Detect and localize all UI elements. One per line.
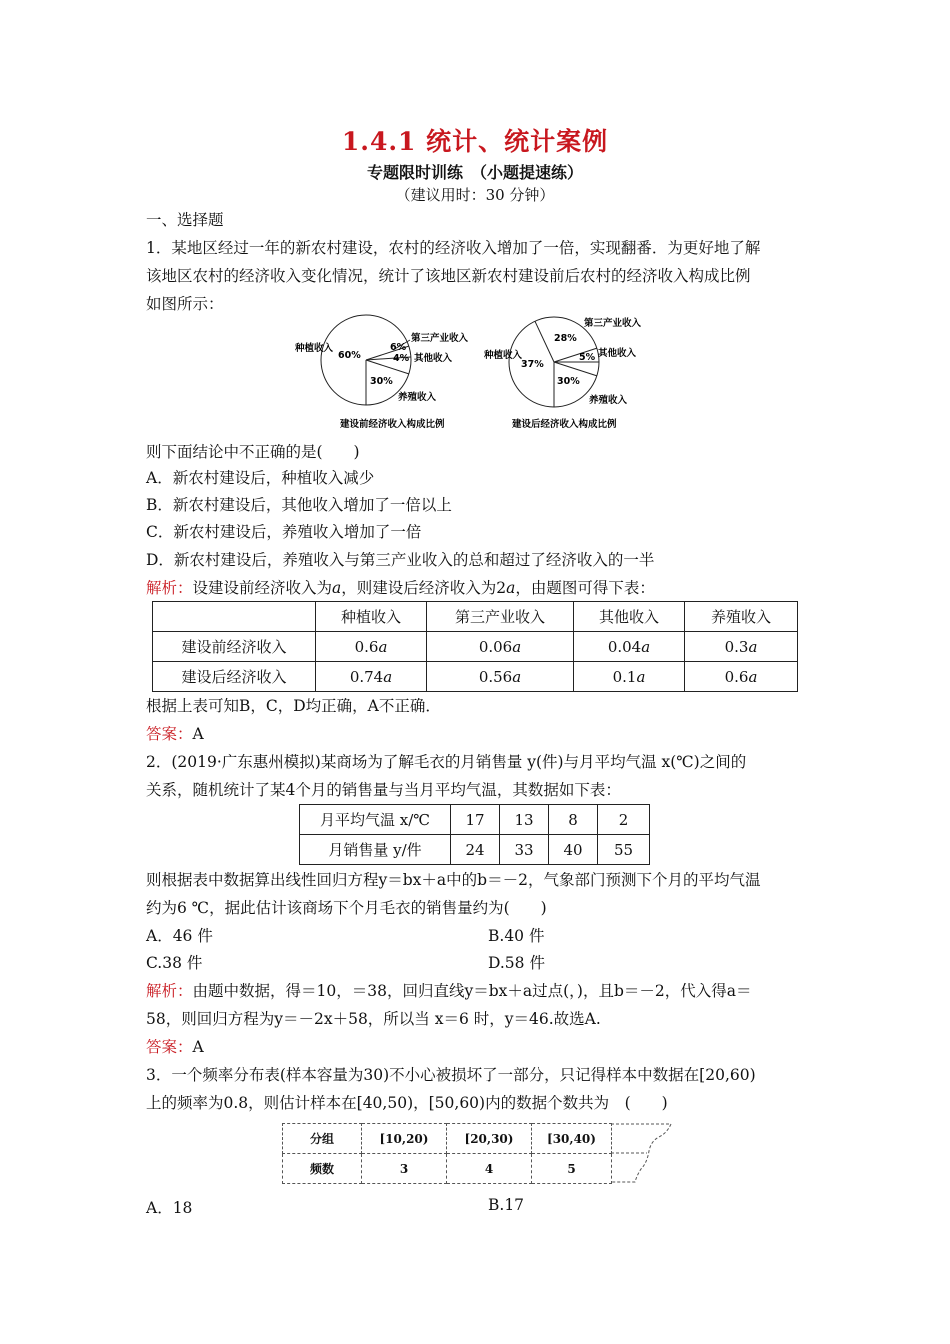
q1-line-3: 如图所示： — [146, 295, 224, 313]
q2-line-2: 关系，随机统计了某4个月的销售量与当月平均气温，其数据如下表： — [146, 781, 621, 799]
table-row: 建设后经济收入 0.74a 0.56a 0.1a 0.6a — [153, 662, 798, 692]
q1-line-2: 该地区农村的经济收入变化情况，统计了该地区新农村建设前后农村的经济收入构成比例 — [146, 267, 751, 285]
page-title: 1.4.1 统计、统计案例 — [341, 127, 609, 156]
pie-after-breeding-label: 养殖收入 — [589, 395, 628, 406]
q3-damaged-table — [282, 1123, 674, 1183]
q2-option-d: D.58 件 — [488, 954, 545, 972]
pie-after-tertiary-label: 第三产业收入 — [584, 318, 642, 329]
q2-line-3: 则根据表中数据算出线性回归方程y＝bx＋a中的b＝－2，气象部门预测下个月的平均气温 — [146, 871, 761, 889]
q1-analysis-label: 解析： — [146, 579, 193, 597]
q2-data-table — [299, 804, 650, 865]
pie-after-breeding-pct: 30% — [557, 376, 580, 387]
table-row: 分组 [10,20) [20,30) [30,40) — [283, 1124, 612, 1154]
q2-line-4: 约为6 ℃，据此估计该商场下个月毛衣的销售量约为( ) — [146, 899, 547, 917]
pie-after-tertiary-pct: 28% — [554, 333, 577, 344]
pie-before-breeding-label: 养殖收入 — [398, 392, 437, 403]
q2-analysis-line-1: 解析：由题中数据，得＝10，＝38，回归直线y＝bx＋a过点(，)，且b＝－2，代入得a＝ — [146, 982, 752, 1000]
pie-before-caption: 建设前经济收入构成比例 — [340, 419, 445, 430]
q2-analysis-line-2: 58，则回归方程为y＝－2x＋58，所以当 x＝6 时，y＝46.故选A. — [146, 1010, 601, 1028]
q2-option-c: C.38 件 — [146, 954, 203, 972]
pie-charts-figure — [290, 310, 670, 434]
q1-option-d: D．新农村建设后，养殖收入与第三产业收入的总和超过了经济收入的一半 — [146, 551, 655, 569]
pie-before-tertiary-label: 第三产业收入 — [411, 333, 469, 344]
table-row: 月销售量 y/件 24 33 40 55 — [300, 835, 650, 865]
q2-answer: 答案：A — [146, 1038, 204, 1056]
pie-after-planting-pct: 37% — [521, 359, 544, 370]
pie-before-planting-pct: 60% — [338, 350, 361, 361]
q3-option-a: A．18 — [146, 1199, 193, 1217]
table-row: 建设前经济收入 0.6a 0.06a 0.04a 0.3a — [153, 632, 798, 662]
q1-option-a: A．新农村建设后，种植收入减少 — [146, 469, 375, 487]
page-subtitle: 专题限时训练 （小题提速练） — [366, 163, 583, 182]
pie-before-breeding-pct: 30% — [370, 376, 393, 387]
q2-line-1: 2．(2019·广东惠州模拟)某商场为了解毛衣的月销售量 y(件)与月平均气温 x(℃)之间的 — [146, 753, 747, 771]
table-row: 月平均气温 x/℃ 17 13 8 2 — [300, 805, 650, 835]
q1-income-table — [152, 601, 798, 692]
q3-line-1: 3．一个频率分布表(样本容量为30)不小心被损坏了一部分，只记得样本中数据在[20,60) — [146, 1066, 756, 1084]
section-heading: 一、选择题 — [146, 211, 224, 229]
q3-line-2: 上的频率为0.8，则估计样本在[40,50)，[50,60)内的数据个数共为 ( ) — [146, 1094, 668, 1112]
pie-after-caption: 建设后经济收入构成比例 — [512, 419, 617, 430]
q3-frequency-table — [282, 1123, 612, 1184]
torn-edge-graphic — [611, 1123, 675, 1183]
q1-stem: 则下面结论中不正确的是( ) — [146, 443, 360, 461]
pie-before-other-pct: 4% — [393, 353, 410, 364]
table-row: 种植收入 第三产业收入 其他收入 养殖收入 — [153, 602, 798, 632]
q1-analysis: 解析：设建设前经济收入为a，则建设后经济收入为2a，由题图可得下表： — [146, 579, 655, 597]
pie-after-planting-label: 种植收入 — [484, 350, 523, 361]
time-note: （建议用时：30 分钟） — [395, 186, 555, 204]
pie-before-planting-label: 种植收入 — [295, 343, 334, 354]
q2-option-a: A．46 件 — [146, 927, 213, 945]
q1-option-b: B．新农村建设后，其他收入增加了一倍以上 — [146, 496, 452, 514]
q1-conclusion: 根据上表可知B，C，D均正确，A不正确． — [146, 697, 441, 715]
pie-after-other-label: 其他收入 — [598, 348, 637, 359]
q3-option-b: B.17 — [488, 1196, 525, 1214]
q1-answer: 答案：A — [146, 725, 204, 743]
q1-option-c: C．新农村建设后，养殖收入增加了一倍 — [146, 523, 422, 541]
pie-after — [483, 317, 642, 430]
q2-option-b: B.40 件 — [488, 927, 545, 945]
table-row: 频数 3 4 5 — [283, 1154, 612, 1184]
pie-before-tertiary-pct: 6% — [390, 342, 407, 353]
q1-line-1: 1．某地区经过一年的新农村建设，农村的经济收入增加了一倍，实现翻番．为更好地了解 — [146, 239, 761, 257]
pie-before — [294, 315, 469, 430]
pie-after-other-pct: 5% — [579, 352, 596, 363]
pie-before-other-label: 其他收入 — [414, 353, 453, 364]
